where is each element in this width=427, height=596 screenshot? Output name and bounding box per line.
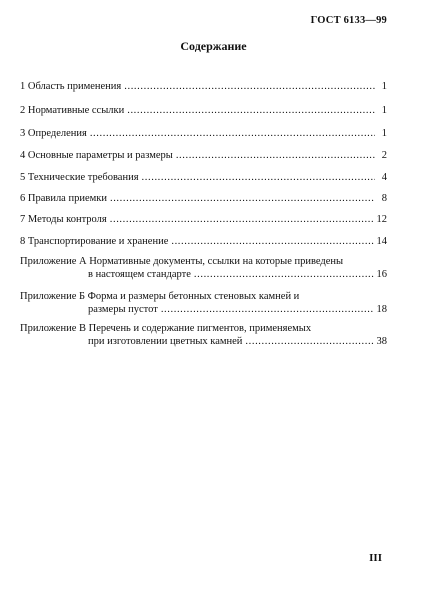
dot-leader bbox=[110, 192, 375, 205]
toc-appendix-entry[interactable] bbox=[20, 290, 387, 316]
appendix-title-continued: в настоящем стандарте bbox=[88, 269, 191, 280]
dot-leader bbox=[161, 303, 374, 316]
appendix-title: Приложение Б Форма и размеры бетонных стеновых камней и bbox=[20, 291, 300, 302]
dot-leader bbox=[194, 268, 374, 281]
dot-leader bbox=[127, 104, 375, 117]
toc-entry-page: 8 bbox=[381, 193, 387, 204]
dot-leader bbox=[245, 335, 373, 348]
toc-entry-page: 4 bbox=[381, 172, 387, 183]
toc-appendix-entry[interactable] bbox=[20, 255, 387, 281]
document-code: ГОСТ 6133—99 bbox=[310, 15, 387, 26]
appendix-title: Приложение В Перечень и содержание пигментов, применяемых bbox=[20, 323, 312, 334]
appendix-title-continued: размеры пустот bbox=[88, 304, 158, 315]
dot-leader bbox=[176, 149, 375, 162]
dot-leader bbox=[171, 235, 373, 248]
toc-entry-label: 2 Нормативные ссылки bbox=[20, 105, 125, 116]
toc-entry-page: 1 bbox=[381, 128, 387, 139]
toc-entry-label: 8 Транспортирование и хранение bbox=[20, 236, 169, 247]
page-number: III bbox=[369, 552, 382, 564]
toc-entry[interactable] bbox=[20, 149, 387, 162]
appendix-page: 18 bbox=[376, 304, 387, 315]
toc-entry[interactable] bbox=[20, 235, 387, 248]
toc-entry[interactable] bbox=[20, 104, 387, 117]
toc-entry-label: 4 Основные параметры и размеры bbox=[20, 150, 173, 161]
appendix-title-continued: при изготовлении цветных камней bbox=[88, 336, 243, 347]
dot-leader bbox=[110, 213, 374, 226]
toc-entry[interactable] bbox=[20, 171, 387, 184]
appendix-page: 16 bbox=[376, 269, 387, 280]
toc-entry[interactable] bbox=[20, 80, 387, 93]
page-title: Содержание bbox=[180, 39, 247, 53]
toc-entry-page: 1 bbox=[381, 105, 387, 116]
toc-entry-page: 2 bbox=[381, 150, 387, 161]
appendix-title: Приложение А Нормативные документы, ссылки на которые приведены bbox=[20, 256, 344, 267]
toc-entry-label: 3 Определения bbox=[20, 128, 87, 139]
toc-entry-page: 1 bbox=[381, 81, 387, 92]
appendix-page: 38 bbox=[376, 336, 387, 347]
toc-entry-label: 1 Область применения bbox=[20, 81, 122, 92]
toc-entry[interactable] bbox=[20, 213, 387, 226]
toc-entry-label: 7 Методы контроля bbox=[20, 214, 107, 225]
toc-entry-label: 6 Правила приемки bbox=[20, 193, 107, 204]
toc-appendix-entry[interactable] bbox=[20, 322, 387, 348]
toc-entry-page: 14 bbox=[376, 236, 387, 247]
toc-entry[interactable] bbox=[20, 127, 387, 140]
dot-leader bbox=[142, 171, 375, 184]
toc-entry-page: 12 bbox=[376, 214, 387, 225]
dot-leader bbox=[90, 127, 375, 140]
toc-entry-label: 5 Технические требования bbox=[20, 172, 139, 183]
toc-entry[interactable] bbox=[20, 192, 387, 205]
dot-leader bbox=[124, 80, 375, 93]
